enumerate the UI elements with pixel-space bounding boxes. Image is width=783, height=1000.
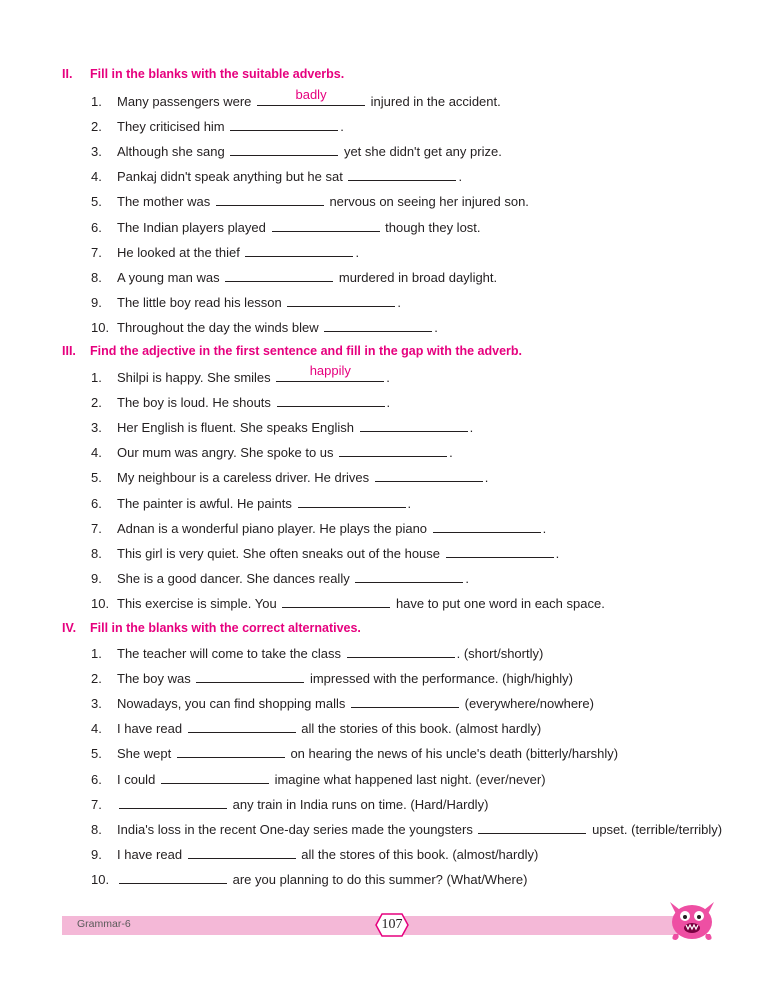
question-item (91, 363, 390, 386)
answer-blank[interactable] (339, 444, 447, 457)
answer-blank[interactable] (282, 595, 390, 608)
question-text-after: injured in the accident. (370, 94, 501, 109)
question-text-after: . (484, 470, 489, 486)
question-text-before: I have read (117, 846, 183, 862)
question-item (91, 846, 538, 863)
answer-blank[interactable] (360, 419, 468, 432)
answer-blank[interactable] (177, 745, 285, 758)
question-number: 6. (91, 771, 102, 787)
question-number: 1. (91, 94, 102, 109)
answer-blank[interactable] (272, 219, 380, 232)
answer-blank[interactable] (287, 294, 395, 307)
question-text-before: I have read (117, 721, 183, 737)
question-text-after: on hearing the news of his uncle's death (bitterly/harshly) (290, 746, 619, 762)
answer-blank[interactable] (446, 545, 554, 558)
question-text-after: all the stores of this book. (almost/hardly) (301, 846, 539, 862)
answer-blank[interactable] (351, 695, 459, 708)
question-text-after: murdered in broad daylight. (338, 269, 498, 285)
question-item (91, 595, 605, 612)
question-item (91, 168, 462, 185)
answer-blank[interactable] (324, 319, 432, 332)
question-text-before: The Indian players played (117, 219, 266, 235)
answer-blank[interactable] (161, 771, 269, 784)
section-number: IV. (62, 621, 77, 635)
question-item (91, 87, 501, 110)
question-number: 1. (91, 646, 102, 661)
question-text-after: . (465, 570, 469, 586)
question-number: 8. (91, 269, 102, 285)
answer-blank[interactable] (433, 520, 541, 533)
question-number: 4. (91, 445, 102, 461)
answer-blank[interactable] (257, 87, 365, 106)
question-text-before: The boy was (117, 671, 191, 687)
answer-blank[interactable] (188, 720, 296, 733)
section-title: Fill in the blanks with the correct alternatives. (90, 621, 361, 635)
question-text-before: Shilpi is happy. She smiles (117, 370, 271, 385)
question-item (91, 319, 438, 336)
section-title: Fill in the blanks with the suitable adverbs. (90, 67, 345, 81)
question-number: 2. (91, 395, 102, 411)
question-text-after: . (407, 495, 412, 511)
question-text-before: Throughout the day the winds blew (117, 319, 319, 335)
question-text-after: upset. (terrible/terribly) (592, 821, 723, 837)
answer-blank[interactable] (196, 670, 304, 683)
section-title: Find the adjective in the first sentence and fill in the gap with the adverb. (90, 344, 523, 358)
question-text-before: The teacher will come to take the class (117, 646, 341, 661)
question-item (91, 570, 469, 587)
question-text-before: I could (117, 771, 156, 787)
question-item (91, 269, 497, 286)
question-number: 4. (91, 721, 102, 737)
question-text-before: She is a good dancer. She dances really (117, 570, 350, 586)
question-item (91, 193, 529, 210)
question-text-after: though they lost. (385, 219, 481, 235)
question-number: 1. (91, 370, 102, 385)
question-text-before: Although she sang (117, 144, 225, 160)
answer-blank[interactable] (277, 394, 385, 407)
question-item (91, 520, 546, 537)
answer-blank[interactable] (245, 244, 353, 257)
question-number: 4. (91, 169, 102, 185)
question-number: 5. (91, 194, 102, 210)
question-number: 8. (91, 821, 102, 837)
answer-blank[interactable] (355, 570, 463, 583)
question-number: 6. (91, 219, 102, 235)
question-text-after: any train in India runs on time. (Hard/Hardly) (232, 796, 489, 812)
question-text-before: The little boy read his lesson (117, 294, 282, 310)
question-item (91, 118, 344, 135)
question-item (91, 670, 573, 687)
question-text-before: Nowadays, you can find shopping malls (117, 696, 346, 712)
question-item (91, 771, 546, 788)
question-number: 3. (91, 420, 102, 436)
question-item (91, 394, 390, 411)
question-number: 3. (91, 696, 102, 712)
page-number-badge (372, 910, 412, 940)
question-text-after: . (386, 370, 390, 385)
answer-blank[interactable] (478, 821, 586, 834)
question-item (91, 143, 502, 160)
question-item (91, 745, 618, 762)
question-item (91, 419, 473, 436)
question-text-after: . (355, 244, 360, 260)
question-text-after: . (555, 545, 560, 561)
answer-blank[interactable] (230, 143, 338, 156)
question-item (91, 695, 594, 712)
section-iv-heading (62, 621, 361, 635)
question-item (91, 469, 488, 486)
question-number: 2. (91, 671, 102, 687)
question-item (91, 444, 453, 461)
question-number: 10. (91, 319, 110, 335)
section-ii-heading (62, 67, 344, 81)
answer-blank[interactable] (119, 796, 227, 809)
page-number: 107 (381, 917, 403, 932)
answer-blank[interactable] (276, 363, 384, 382)
question-number: 7. (91, 520, 102, 536)
question-text-after: . (469, 420, 474, 436)
question-text-after: . (short/shortly) (456, 646, 544, 661)
question-text-after: imagine what happened last night. (ever/never) (274, 771, 546, 787)
question-text-after: . (434, 319, 438, 335)
question-text-before: The mother was (117, 194, 211, 210)
question-text-before: The boy is loud. He shouts (117, 395, 271, 411)
question-number: 5. (91, 746, 102, 762)
answer-blank[interactable] (347, 645, 455, 658)
question-text-before: Pankaj didn't speak anything but he sat (117, 169, 343, 185)
question-number: 7. (91, 796, 102, 812)
answer-blank[interactable] (225, 269, 333, 282)
question-text-before: They criticised him (117, 119, 225, 135)
answer-blank[interactable] (216, 193, 324, 206)
question-text-before: Her English is fluent. She speaks English (117, 420, 355, 436)
question-text-before: This exercise is simple. You (117, 595, 277, 611)
question-text-before: Adnan is a wonderful piano player. He plays the piano (117, 520, 428, 536)
monster-mascot-icon (664, 894, 720, 944)
question-item (91, 821, 722, 838)
question-number: 9. (91, 846, 102, 862)
answer-blank[interactable] (230, 118, 338, 131)
question-number: 10. (91, 595, 110, 611)
question-item (91, 219, 481, 236)
question-text-after: are you planning to do this summer? (What/Where) (232, 871, 528, 887)
question-text-after: impressed with the performance. (high/highly) (309, 671, 573, 687)
answer-blank[interactable] (375, 469, 483, 482)
question-text-after: . (458, 169, 463, 185)
section-number: II. (62, 67, 73, 81)
question-number: 9. (91, 570, 102, 586)
question-item (91, 796, 488, 813)
answer-blank[interactable] (119, 871, 227, 884)
answer-blank[interactable] (348, 168, 456, 181)
question-text-after: (everywhere/nowhere) (464, 696, 594, 712)
question-text-before: The painter is awful. He paints (117, 495, 292, 511)
answer-text: happily (309, 363, 351, 378)
question-item (91, 545, 559, 562)
question-item (91, 244, 359, 261)
question-text-after: . (340, 119, 344, 135)
question-text-after: have to put one word in each space. (395, 595, 605, 611)
question-item (91, 645, 543, 662)
question-text-after: all the stories of this book. (almost hardly) (301, 721, 542, 737)
question-text-before: She wept (117, 746, 172, 762)
answer-blank[interactable] (188, 846, 296, 859)
question-text-after: yet she didn't get any prize. (343, 144, 502, 160)
section-iii-heading (62, 344, 522, 358)
question-text-before: A young man was (117, 269, 220, 285)
answer-text: badly (295, 87, 327, 102)
question-number: 7. (91, 244, 102, 260)
book-title: Grammar-6 (77, 918, 131, 930)
question-text-before: India's loss in the recent One-day series made the youngsters (117, 821, 473, 837)
question-text-after: . (386, 395, 391, 411)
question-number: 5. (91, 470, 102, 486)
question-text-after: . (397, 294, 402, 310)
question-number: 10. (91, 871, 110, 887)
question-text-before: My neighbour is a careless driver. He drives (117, 470, 370, 486)
question-text-before: Our mum was angry. She spoke to us (117, 445, 334, 461)
question-item (91, 720, 541, 737)
question-text-before: Many passengers were (117, 94, 252, 109)
question-number: 3. (91, 144, 102, 160)
question-number: 6. (91, 495, 102, 511)
section-number: III. (62, 344, 76, 358)
question-text-before: He looked at the thief (117, 244, 240, 260)
question-item (91, 495, 411, 512)
question-number: 9. (91, 294, 102, 310)
question-item (91, 871, 527, 888)
question-text-after: . (449, 445, 453, 461)
question-number: 8. (91, 545, 102, 561)
question-text-after: nervous on seeing her injured son. (329, 194, 529, 210)
question-text-after: . (542, 520, 547, 536)
question-text-before: This girl is very quiet. She often sneaks out of the house (117, 545, 441, 561)
answer-blank[interactable] (298, 495, 406, 508)
question-number: 2. (91, 119, 102, 135)
question-item (91, 294, 401, 311)
